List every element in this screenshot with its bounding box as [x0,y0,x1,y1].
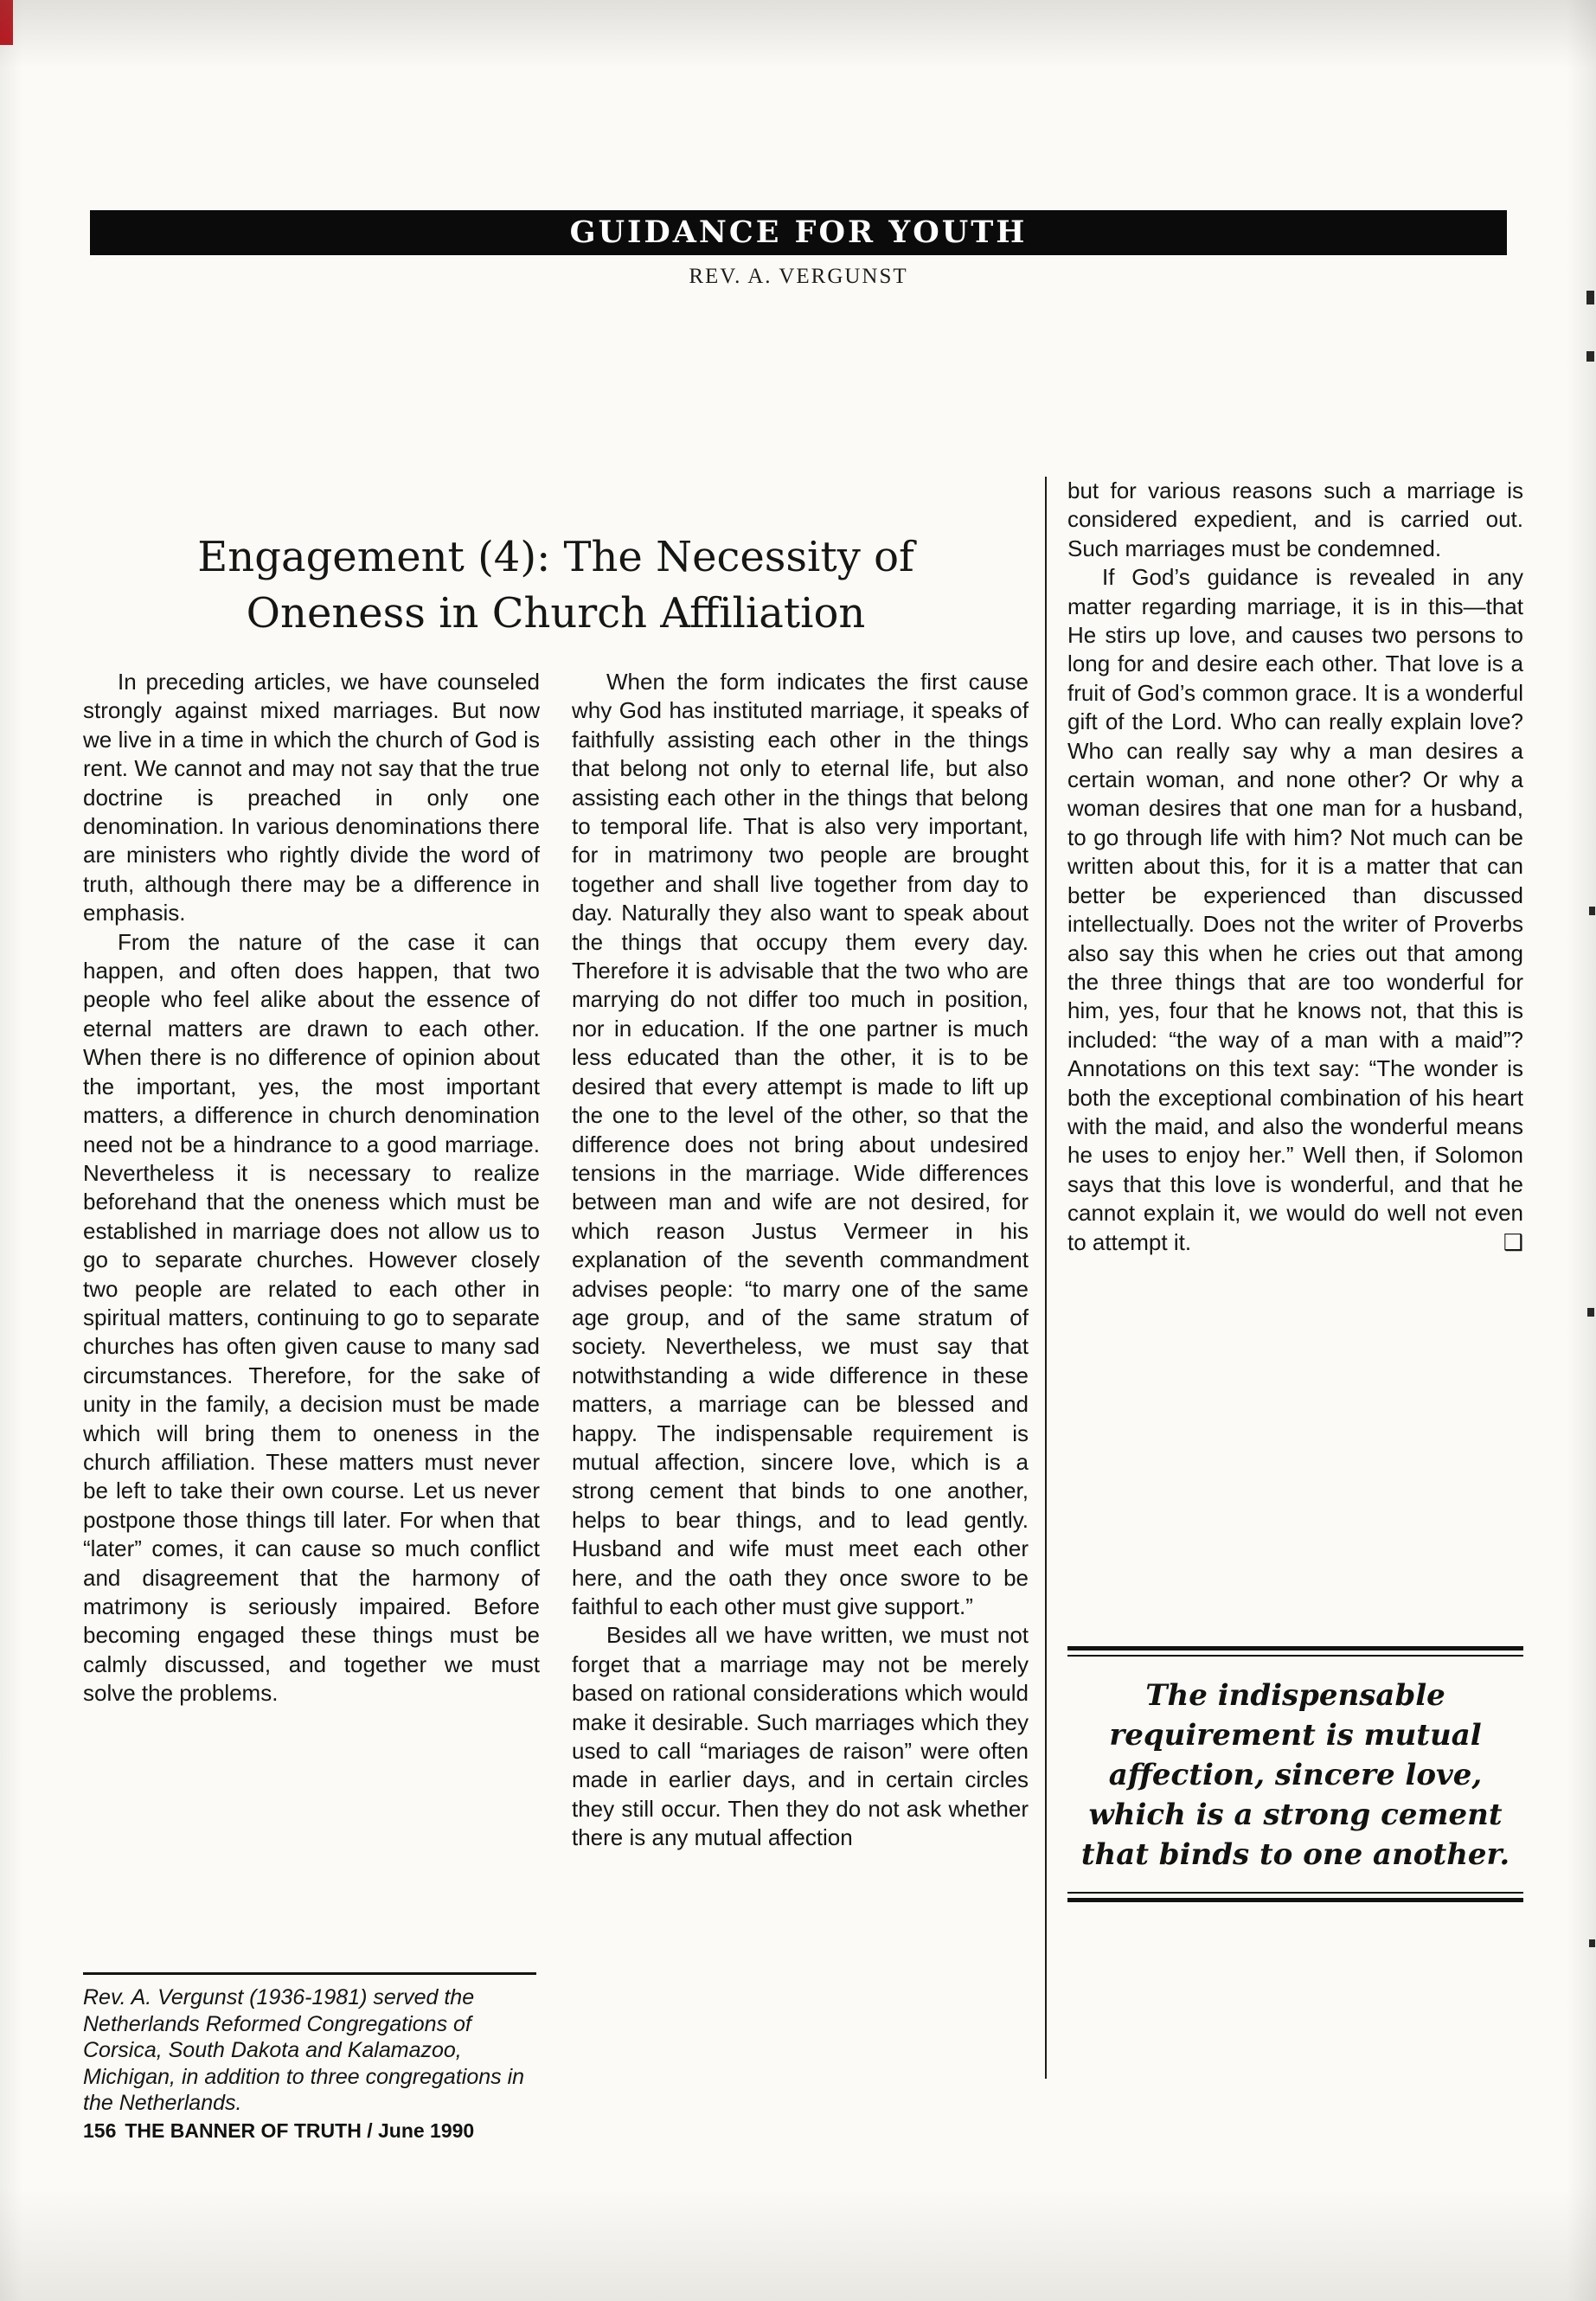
column-3 [1067,477,1523,1257]
pull-quote-bottom-thick-rule [1067,1898,1523,1902]
article-title [82,529,1029,642]
scan-shading-left [0,0,22,2301]
scan-shading-top [0,0,1596,67]
column3-paragraph-2-text: If God’s guidance is revealed in any matter regarding marriage, it is in this—that He stirs up love, and causes two persons to long for and desire each other. That love is a fruit of God’s common grace. It is a wonderful gift of the Lord. Who can really explain love? Who can really say why a man desires a certain woman, and none other? Or why a woman desires that one man for a husband, to go through life with him? Not much can be written about this, for it is a matter that can better be experienced than discussed intellectually. Does not the writer of Proverbs also say this when he cries out that among the three things that are too wonderful for him, yes, four that he knows not, that this is included: “the way of a man with a maid”? Annotations on this text say: “The wonder is both the exceptional combination of his heart with the maid, and also the wonderful means he uses to enjoy her.” Well then, if Solomon says that this love is wonderful, and that he cannot explain it, we would do well not even to attempt it. [1067,564,1523,1255]
author-bio-text: Rev. A. Vergunst (1936-1981) served the Netherlands Reformed Congregations of Corsica, South Dakota and Kalamazoo, Michigan, in addition to three congregations in the Netherlands. [83,1985,525,2115]
page-number: 156 [83,2119,117,2142]
pull-quote-box [1067,1646,1523,1902]
pull-quote-text: The indispensable requirement is mutual affection, sincere love, which is a strong cement that binds to one another. [1080,1678,1510,1872]
author-byline: REV. A. VERGUNST [689,265,908,288]
scan-shading-right [1567,0,1596,2301]
column-2 [572,668,1029,1853]
scan-shading-bottom [0,2189,1596,2301]
column3-paragraph-1: but for various reasons such a marriage is considered expedient, and is carried out. Such marriages must be condemned. [1067,478,1523,561]
bio-separator-rule [83,1972,536,1975]
section-banner [90,210,1507,255]
column1-paragraph-1: In preceding articles, we have counseled strongly against mixed marriages. But now we live in a time in which the church of God is rent. We cannot and may not say that the true doctrine is preached in only one denomination. In various denominations there are ministers who rightly divide the word of truth, although there may be a difference in emphasis. [83,669,540,926]
column-divider-rule [1045,477,1047,2079]
publication-line: THE BANNER OF TRUTH / June 1990 [125,2119,475,2142]
column3-paragraph-2 [1067,563,1523,1257]
article-title-line-1: Engagement (4): The Necessity of [197,533,914,581]
section-banner-title: GUIDANCE FOR YOUTH [569,215,1028,250]
page-footer [83,2119,474,2143]
end-of-article-mark: ❑ [1503,1228,1523,1255]
column1-paragraph-2: From the nature of the case it can happen, and often does happen, that two people who feel alike about the essence of eternal matters are drawn to each other. When there is no difference of opinion about the important, yes, the most important matters, a difference in church denomination need not be a hindrance to a good marriage. Nevertheless it is necessary to realize beforehand that the oneness which must be established in marriage does not allow us to go to separate churches. However closely two people are related to each other in spiritual matters, continuing to go to separate churches has often given cause to many sad circumstances. Therefore, for the sake of unity in the family, a decision must be made which will bring them to oneness in the church affiliation. These matters must never be left to take their own course. Let us never postpone those things till later. For when that “later” comes, it can cause so much conflict and disagreement that the harmony of matrimony is seriously impaired. Before becoming engaged these things must be calmly discussed, and together we must solve the problems. [83,928,540,1707]
author-bio-block [83,1972,536,2117]
column2-paragraph-2: Besides all we have written, we must not forget that a marriage may not be merely based on rational considerations which would make it desirable. Such marriages which they used to call “mariages de raison” were often made in earlier days, and in certain circles they still occur. Then they do not ask whether there is any mutual affection [572,1622,1029,1851]
column-1 [83,668,540,1708]
column2-paragraph-1: When the form indicates the first cause why God has instituted marriage, it speaks of faithfully assisting each other in the things that belong not only to eternal life, but also assisting each other in the things that belong to temporal life. That is also very important, for in matrimony two people are brought together and shall live together from day to day. Naturally they also want to speak about the things that occupy them every day. Therefore it is advisable that the two who are marrying do not differ too much in position, nor in education. If the one partner is much less educated than the other, it is to be desired that every attempt is made to lift up the one to the level of the other, so that the difference does not bring about undesired tensions in the marriage. Wide differences between man and wife are not desired, for which reason Justus Vermeer in his explanation of the seventh commandment advises people: “to marry one of the same age group, and of the same stratum of society. Nevertheless, we must say that notwithstanding a wide difference in these matters, a marriage can be blessed and happy. The indispensable requirement is mutual affection, sincere love, which is a strong cement that binds to one another, helps to bear things, and to lead gently. Husband and wife must meet each other here, and the oath they once swore to be faithful to each other must give support.” [572,669,1029,1619]
article-title-line-2: Oneness in Church Affiliation [246,589,866,638]
